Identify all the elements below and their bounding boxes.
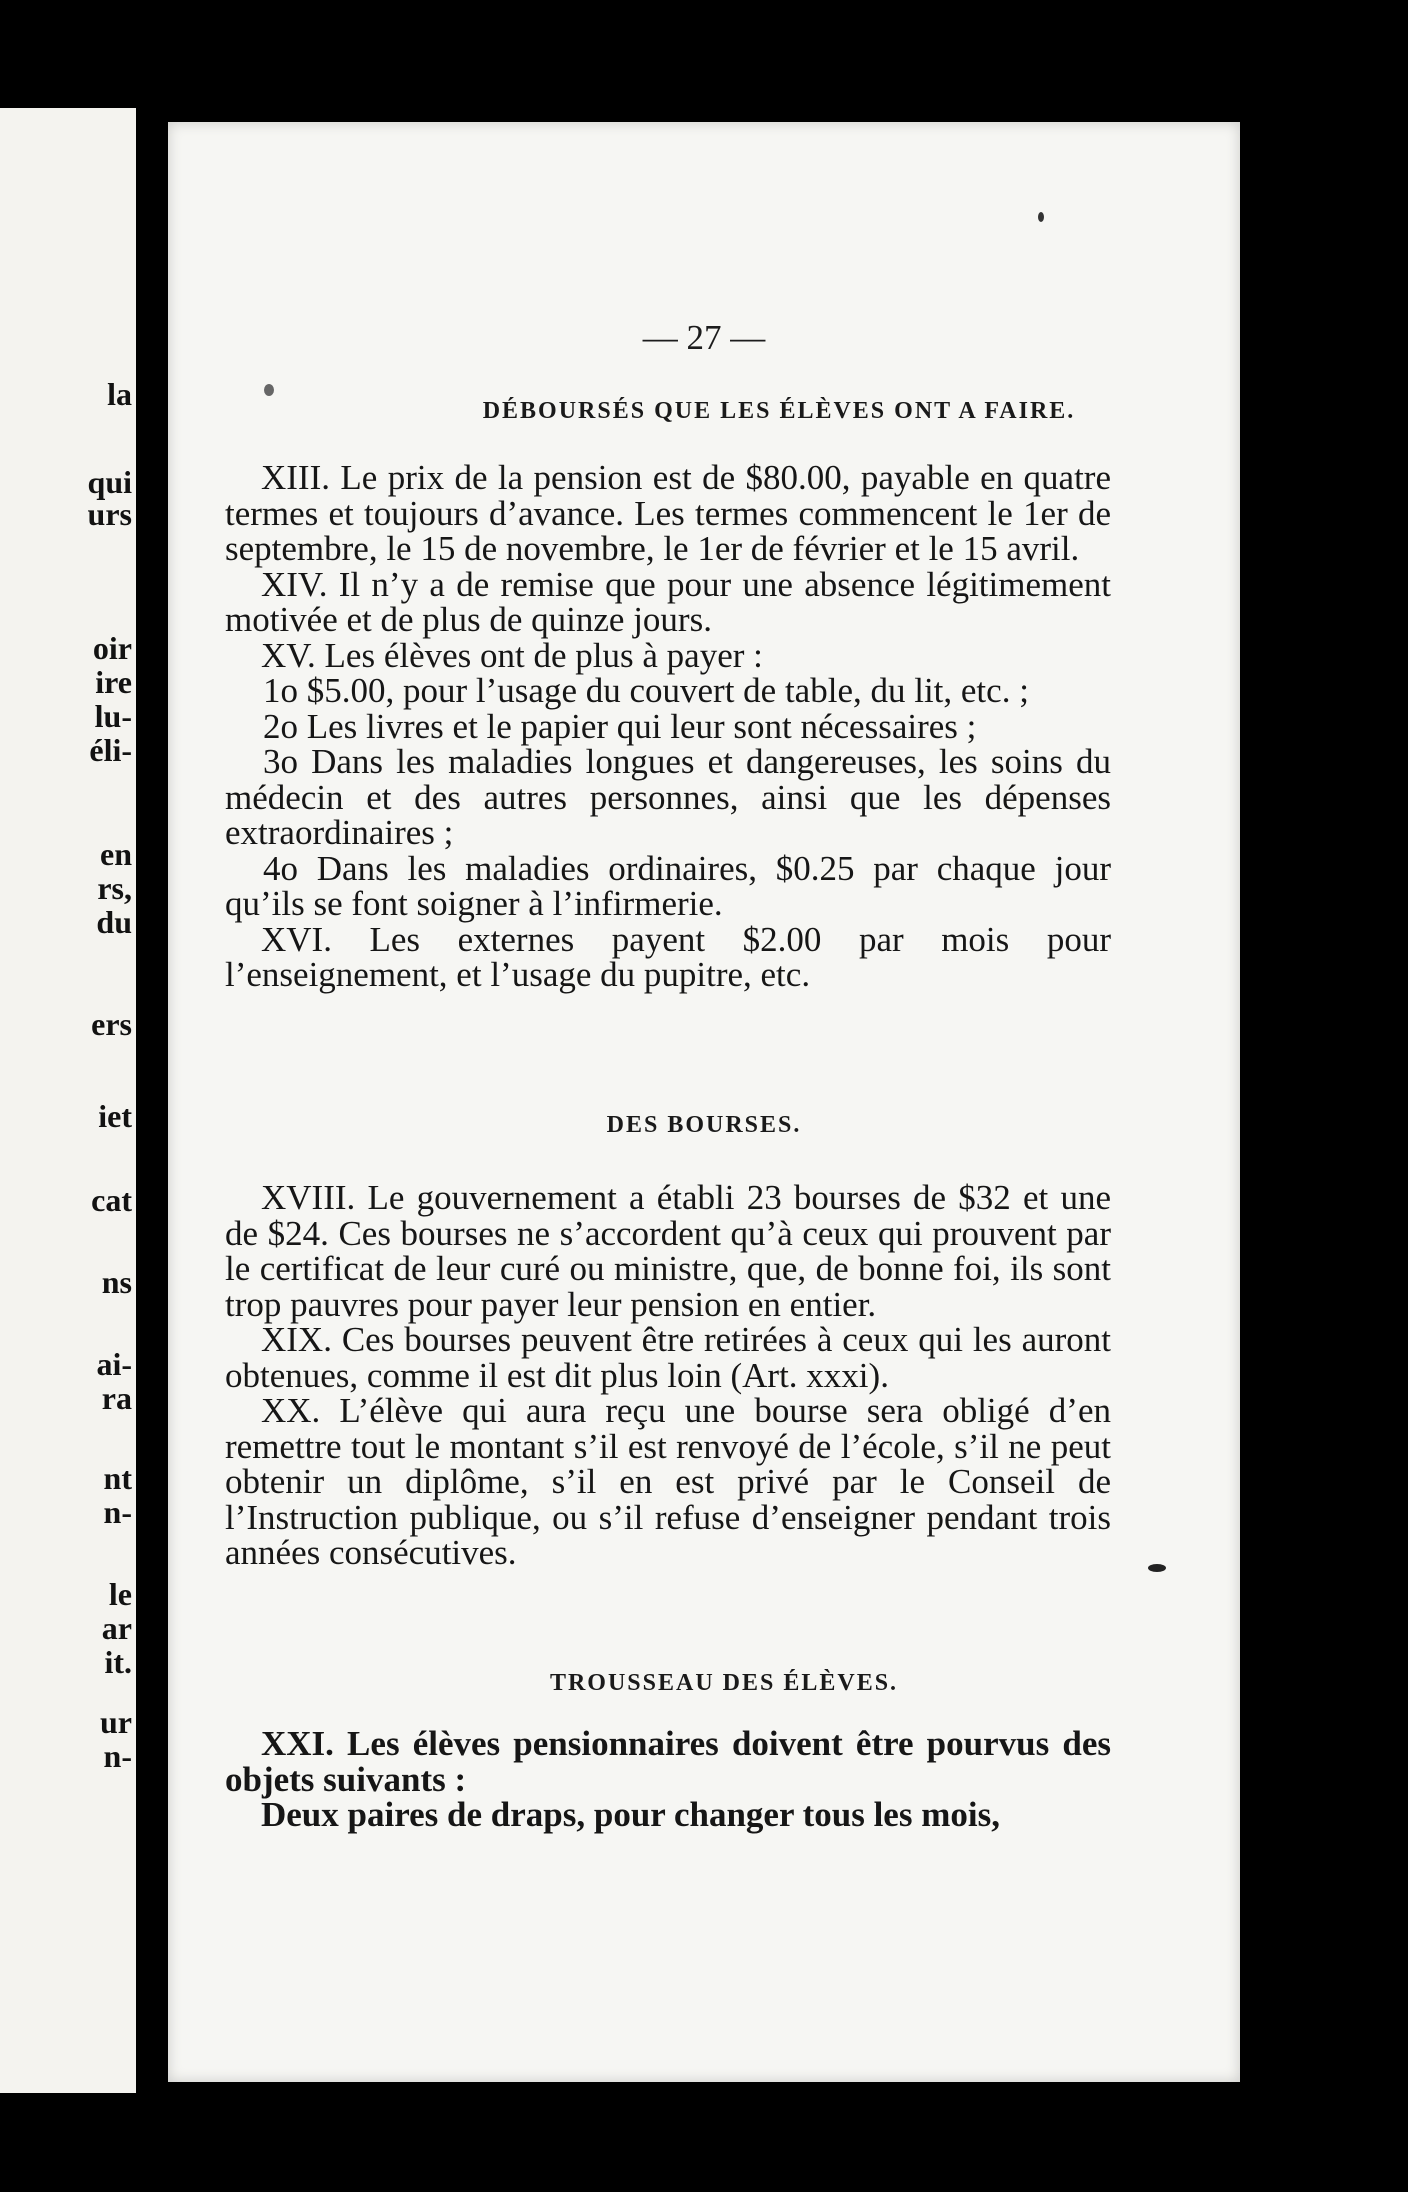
paragraph-xv: XV. Les élèves ont de plus à payer :	[261, 635, 763, 675]
facing-page-edge	[0, 108, 136, 2093]
margin-fragment: éli-	[89, 732, 132, 768]
list-item-4: 4o Dans les maladies ordinaires, $0.25 par chaque jour qu’ils se font soigner à l’infirmerie.	[225, 848, 1111, 923]
book-page	[168, 122, 1240, 2082]
section-body-trousseau	[225, 1726, 1111, 1833]
margin-fragment: ar	[101, 1610, 132, 1646]
margin-fragment: ur	[100, 1704, 132, 1740]
list-item-2: 2o Les livres et le papier qui leur sont nécessaires ;	[263, 706, 977, 746]
paragraph-draps: Deux paires de draps, pour changer tous les mois,	[261, 1795, 1000, 1834]
margin-fragment: cat	[91, 1182, 132, 1218]
margin-fragment: rs,	[97, 870, 132, 906]
section-body-bourses	[225, 1180, 1111, 1571]
paragraph-xiv: XIV. Il n’y a de remise que pour une absence légitimement motivée et de plus de quinze jours.	[225, 564, 1111, 639]
list-item-1: 1o $5.00, pour l’usage du couvert de table, du lit, etc. ;	[263, 671, 1029, 710]
margin-fragment: ers	[91, 1006, 132, 1042]
margin-fragment: lu-	[94, 698, 132, 734]
margin-fragment: en	[100, 836, 132, 872]
margin-fragment: ire	[95, 664, 132, 700]
paragraph-xviii: XVIII. Le gouvernement a établi 23 bourses de $32 et une de $24. Ces bourses ne s’accordent qu’à ceux qui prouvent par le certificat de leur curé ou ministre, que, de bonne foi, ils sont trop pauvres pour payer leur pension en entier.	[225, 1178, 1111, 1324]
page-number: — 27 —	[642, 318, 766, 357]
margin-fragment: ai-	[96, 1346, 132, 1382]
paragraph-xxi: XXI. Les élèves pensionnaires doivent être pourvus des objets suivants :	[225, 1724, 1111, 1799]
margin-fragment: ns	[101, 1264, 132, 1300]
section-body-debourses	[225, 460, 1111, 993]
paragraph-xix: XIX. Ces bourses peuvent être retirées à ceux qui les auront obtenues, comme il est dit plus loin (Art. xxxi).	[225, 1320, 1111, 1395]
margin-fragment: n-	[103, 1738, 132, 1774]
ink-speck	[264, 384, 274, 396]
ink-speck	[1038, 212, 1044, 222]
margin-fragment: oir	[92, 630, 132, 666]
margin-fragment: ra	[101, 1380, 132, 1416]
section-heading-debourses: DÉBOURSÉS QUE LES ÉLÈVES ONT A FAIRE.	[482, 398, 1076, 424]
paragraph-xx: XX. L’élève qui aura reçu une bourse sera obligé d’en remettre tout le montant s’il est renvoyé de l’école, s’il ne peut obtenir un diplôme, s’il en est privé par le Conseil de l’Instruction publique, ou s’il refuse d’enseigner pendant trois années consécutives.	[225, 1391, 1111, 1572]
margin-fragment: n-	[103, 1494, 132, 1530]
margin-fragment: iet	[98, 1098, 132, 1134]
section-heading-trousseau: TROUSSEAU DES ÉLÈVES.	[549, 1670, 899, 1696]
section-heading-bourses: DES BOURSES.	[606, 1112, 802, 1138]
list-item-3: 3o Dans les maladies longues et dangereuses, les soins du médecin et des autres personnes, ainsi que les dépenses extraordinaires ;	[225, 742, 1111, 852]
margin-fragment: la	[107, 376, 132, 412]
paragraph-xvi: XVI. Les externes payent $2.00 par mois pour l’enseignement, et l’usage du pupitre, etc.	[225, 919, 1111, 994]
margin-fragment: du	[96, 904, 132, 940]
paragraph-xiii: XIII. Le prix de la pension est de $80.00, payable en quatre termes et toujours d’avance. Les termes commencent le 1er de septembre, le 15 de novembre, le 1er de février et le 15 avril.	[225, 458, 1111, 568]
margin-fragment: nt	[103, 1460, 132, 1496]
margin-fragment: qui	[87, 464, 132, 500]
margin-fragment: le	[108, 1576, 132, 1612]
ink-speck	[1148, 1564, 1166, 1572]
margin-fragment: urs	[87, 496, 132, 532]
margin-fragment: it.	[104, 1644, 132, 1680]
